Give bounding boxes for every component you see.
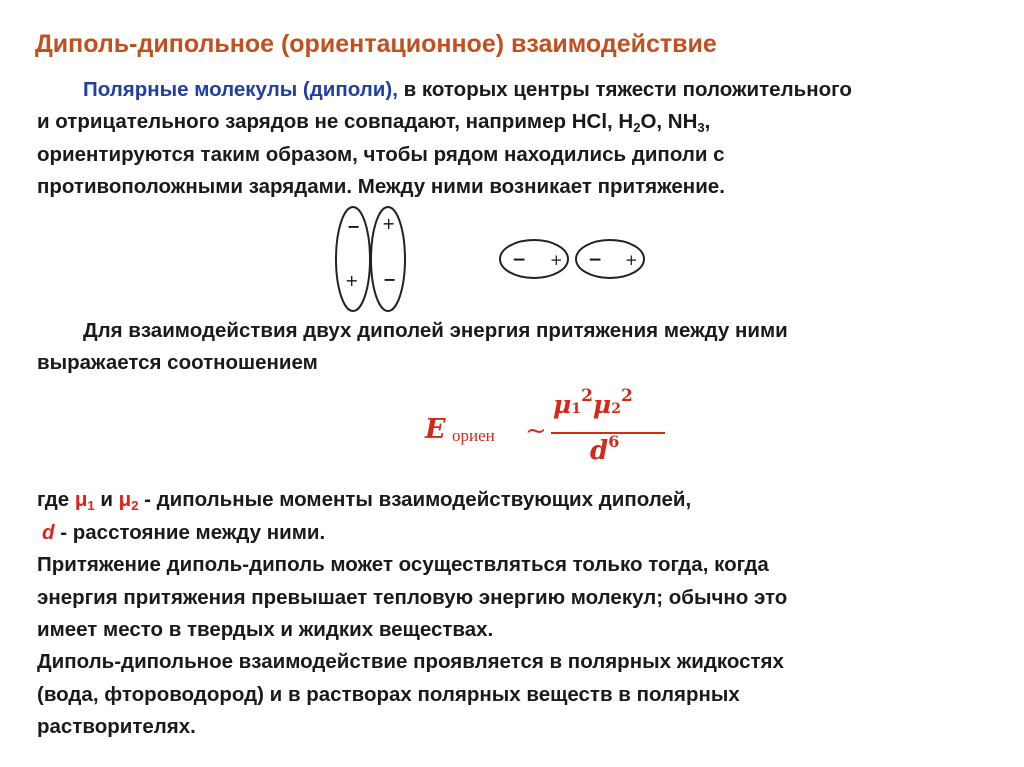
intro-line-3: ориентируются таким образом, чтобы рядом находились диполи с	[37, 143, 725, 166]
intro-line-1	[83, 74, 852, 107]
d-symbol: d	[42, 521, 55, 544]
charge-minus: −	[512, 250, 527, 270]
charge-minus: −	[588, 250, 603, 270]
formula-proportional-sign: ~	[525, 416, 547, 446]
formula-denominator: $d^6$	[590, 432, 620, 466]
conclusion-line-2: энергия притяжения превышает тепловую энергию молекул; обычно это	[37, 586, 788, 609]
dipole-horizontal-pair-diagram	[497, 233, 657, 285]
charge-minus: −	[383, 270, 397, 289]
conclusion-line-1: Притяжение диполь-диполь может осуществляться только тогда, когда	[37, 553, 769, 576]
energy-line-1: Для взаимодействия двух диполей энергия притяжения между ними	[83, 319, 788, 342]
conclusion-line-3: имеет место в твердых и жидких веществах.	[37, 618, 494, 641]
charge-plus: +	[625, 251, 638, 269]
mu-2-symbol: $\mu_2$	[118, 488, 139, 513]
definition-line-2: d - расстояние между ними.	[42, 521, 326, 544]
polar-molecules-highlight: Полярные молекулы (диполи),	[83, 78, 398, 101]
charge-plus: +	[550, 251, 563, 269]
formula-subscript: ориен	[452, 426, 495, 445]
conclusion-line-5: (вода, фтороводород) и в растворах полярных веществ в полярных	[37, 683, 740, 706]
formula-energy-symbol: E	[425, 414, 446, 445]
slide-title: Диполь-дипольное (ориентационное) взаимодействие	[35, 30, 717, 58]
mu-1-symbol: $\mu_1$	[74, 488, 95, 513]
energy-line-2: выражается соотношением	[37, 351, 318, 374]
formula-numerator: $\mu 1^2\mu 2^2$	[553, 386, 633, 419]
intro-line-1-rest: в которых центры тяжести положительного	[397, 78, 852, 101]
energy-formula	[425, 388, 675, 478]
intro-line-4: противоположными зарядами. Между ними возникает притяжение.	[37, 175, 725, 198]
charge-plus: +	[382, 214, 396, 233]
definition-line-1: где $\mu_1$ и $\mu_2$ - дипольные моменты взаимодействующих диполей,	[37, 488, 692, 513]
intro-line-2: и отрицательного зарядов не совпадают, например HCl, $H_2O$, $NH_3$,	[37, 110, 711, 135]
dipole-vertical-pair-diagram	[325, 200, 415, 318]
conclusion-line-6: растворителях.	[37, 715, 196, 738]
conclusion-line-4: Диполь-дипольное взаимодействие проявляется в полярных жидкостях	[37, 650, 784, 673]
charge-minus: −	[347, 217, 361, 236]
charge-plus: +	[345, 271, 359, 290]
